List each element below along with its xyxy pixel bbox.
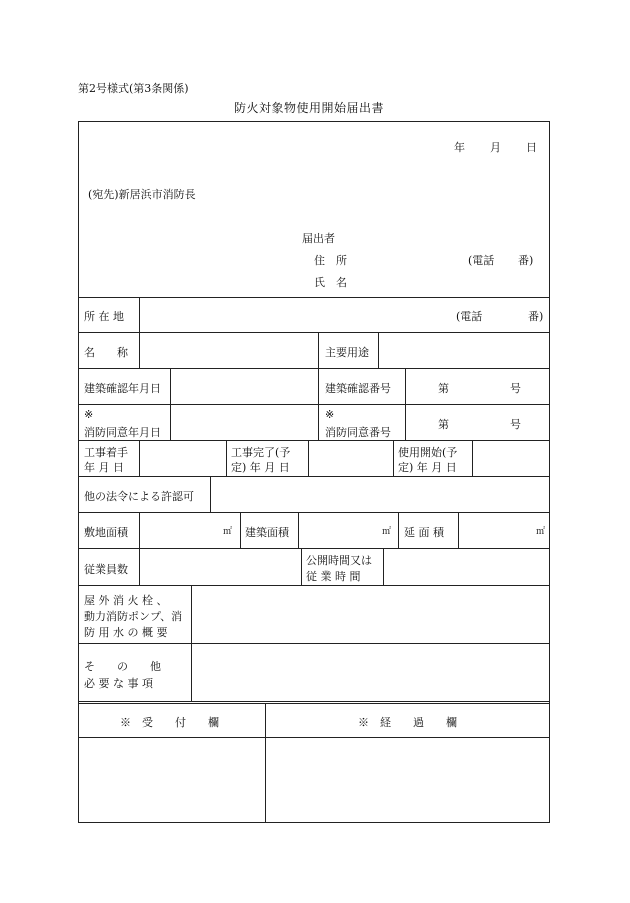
- permit-label: 他の法令による許認可: [84, 490, 194, 503]
- site-area-unit: ㎡: [223, 527, 233, 537]
- other-label-1: そ の 他: [84, 660, 161, 673]
- address-label: 住 所: [314, 254, 347, 267]
- date-day: 日: [526, 141, 537, 154]
- building-area-unit: ㎡: [382, 527, 392, 537]
- mark-fc-date: ※: [84, 408, 94, 421]
- bc-dai: 第: [438, 382, 449, 395]
- work-start-label-1: 工事着手: [84, 446, 128, 459]
- building-confirm-number-label: 建築確認番号: [325, 382, 391, 395]
- main-use-label: 主要用途: [325, 346, 369, 359]
- date-year: 年: [454, 141, 465, 154]
- fire-consent-date-label: 消防同意年月日: [84, 426, 161, 439]
- hours-label-1: 公開時間又は: [306, 554, 372, 567]
- page-title: 防火対象物使用開始届出書: [234, 101, 385, 115]
- site-area-label: 敷地面積: [84, 526, 128, 539]
- location-phone-open: (電話: [456, 310, 483, 323]
- progress-column-label: ※ 経 過 欄: [358, 716, 457, 729]
- facility-name-label: 名 称: [84, 346, 128, 359]
- building-confirm-date-label: 建築確認年月日: [84, 382, 161, 395]
- reception-column-label: ※ 受 付 欄: [120, 716, 219, 729]
- fc-dai: 第: [438, 418, 449, 431]
- work-start-label-2: 年 月 日: [84, 461, 124, 474]
- fire-consent-number-label: 消防同意番号: [325, 426, 391, 439]
- hydrant-label-1: 屋 外 消 火 栓 、: [84, 594, 168, 607]
- location-phone-close: 番): [528, 310, 544, 323]
- date-month: 月: [490, 141, 501, 154]
- other-label-2: 必 要 な 事 項: [84, 677, 153, 690]
- work-done-label-1: 工事完了(予: [231, 446, 291, 459]
- hydrant-label-2: 動力消防ポンプ、消: [84, 610, 183, 623]
- form-number: 第2号様式(第3条関係): [78, 82, 189, 95]
- phone-close: 番): [518, 254, 534, 267]
- hydrant-label-3: 防 用 水 の 概 要: [84, 626, 168, 639]
- mark-fc-number: ※: [325, 408, 335, 421]
- location-label: 所 在 地: [84, 310, 124, 323]
- addressee: (宛先)新居浜市消防長: [88, 188, 196, 201]
- phone-open: (電話: [468, 254, 495, 267]
- work-done-label-2: 定) 年 月 日: [231, 461, 290, 474]
- use-start-label-1: 使用開始(予: [398, 446, 458, 459]
- name-label: 氏 名: [314, 276, 347, 289]
- notifier-label: 届出者: [302, 232, 335, 245]
- bc-go: 号: [510, 382, 521, 395]
- fc-go: 号: [510, 418, 521, 431]
- employees-label: 従業員数: [84, 563, 128, 576]
- use-start-label-2: 定) 年 月 日: [398, 461, 457, 474]
- hours-label-2: 従 業 時 間: [306, 570, 361, 583]
- building-area-label: 建築面積: [245, 526, 289, 539]
- floor-area-unit: ㎡: [536, 527, 546, 537]
- floor-area-label: 延 面 積: [404, 526, 444, 539]
